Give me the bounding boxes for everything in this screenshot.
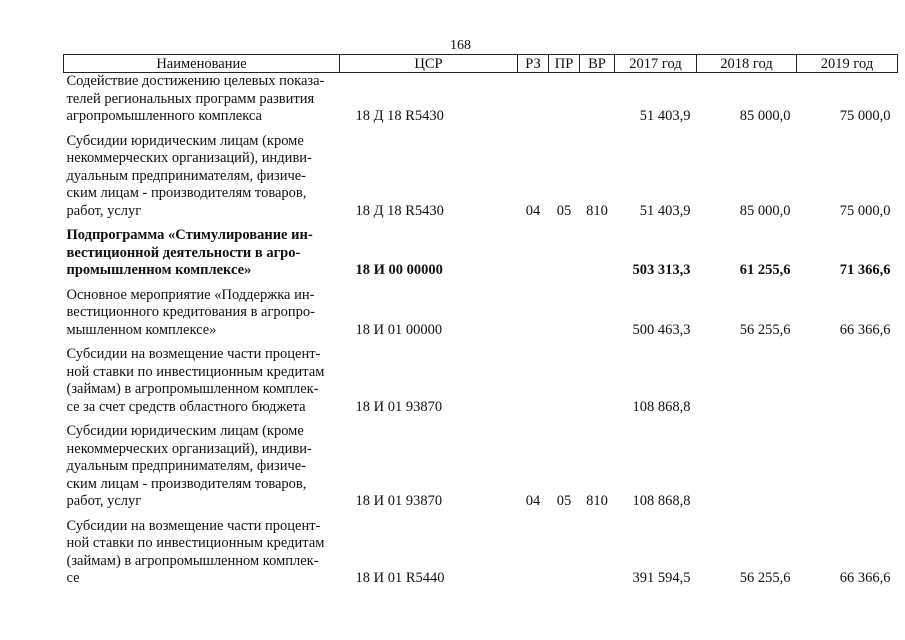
row-csr: 18 И 01 00000 [355,321,443,338]
row-rz: 04 [525,493,541,509]
row-name-line: Субсидии на возмещение части процент- [66,517,321,534]
row-rz: 04 [525,202,541,219]
row-name-line: (займам) в агропромышленном комплек- [66,381,319,397]
row-2017: 51 403,9 [639,108,691,124]
row-2019: 66 366,6 [839,570,891,586]
row-rz [518,346,549,423]
row-name [64,133,340,228]
row-name-line: агропромышленного комплекса [66,108,262,124]
row-2017: 51 403,9 [639,202,691,219]
table-row [64,133,898,228]
row-2018: 56 255,6 [739,321,791,338]
table-row [64,73,898,133]
row-pr [549,346,580,423]
row-2019: 75 000,0 [839,108,891,124]
row-name-line: работ, услуг [66,202,142,219]
row-name [64,346,340,423]
row-rz [518,227,549,287]
row-name-line: Подпрограмма «Стимулирование ин- [66,227,313,243]
row-name [64,227,340,287]
table-body [64,73,898,595]
budget-table [63,54,898,595]
row-pr [549,287,580,347]
row-pr [549,227,580,287]
row-2017: 391 594,5 [632,570,691,586]
row-name-line: дуальным предпринимателям, физиче- [66,167,307,184]
row-name [64,287,340,347]
row-2019 [797,423,898,518]
row-name-line: ной ставки по инвестиционным кредитам [66,535,325,551]
row-2018: 61 255,6 [739,262,791,278]
row-name-line: ским лицам - производителям товаров, [66,475,307,492]
row-vr [580,287,615,347]
header-2017: 2017 год [615,55,697,73]
row-2018: 56 255,6 [739,570,791,586]
row-2017: 108 868,8 [632,398,691,415]
row-2018 [697,423,797,518]
row-rz [518,287,549,347]
row-2019 [797,346,898,423]
row-2018: 85 000,0 [739,108,791,124]
row-2018 [697,346,797,423]
row-csr: 18 И 01 93870 [355,398,443,415]
row-2018: 85 000,0 [739,202,791,219]
header-2018: 2018 год [697,55,797,73]
row-name-line: се [66,570,80,586]
row-name-line: вестиционного кредитования в агропро- [66,304,316,320]
row-2017: 503 313,3 [632,262,691,278]
row-2017: 500 463,3 [632,321,691,338]
table-row [64,518,898,595]
header-vr: ВР [580,55,615,73]
row-2019: 71 366,6 [839,262,891,278]
table-row [64,423,898,518]
row-pr: 05 [556,202,572,219]
page-number: 168 [450,38,471,53]
row-name [64,518,340,595]
row-csr: 18 Д 18 R5430 [355,108,444,124]
row-name-line: ной ставки по инвестиционным кредитам [66,363,325,380]
table-row [64,227,898,287]
header-csr: ЦСР [340,55,518,73]
table-header [64,55,898,73]
row-name-line: дуальным предпринимателям, физиче- [66,458,307,474]
row-name-line: некоммерческих организаций), индиви- [66,150,312,166]
row-2019: 66 366,6 [839,321,891,338]
row-name [64,423,340,518]
row-name-line: работ, услуг [66,493,142,509]
row-csr: 18 И 01 R5440 [355,570,445,586]
row-2017: 108 868,8 [632,493,691,509]
row-name-line: телей региональных программ развития [66,90,315,107]
row-name-line: се за счет средств областного бюджета [66,398,306,415]
row-name-line: Субсидии на возмещение части процент- [66,346,321,362]
row-csr: 18 Д 18 R5430 [355,202,444,219]
row-name-line: (займам) в агропромышленном комплек- [66,552,319,569]
row-vr [580,73,615,133]
header-pr: ПР [549,55,580,73]
row-vr [580,518,615,595]
row-pr: 05 [556,493,572,509]
row-name-line: Субсидии юридическим лицам (кроме [66,132,304,149]
row-name-line: Субсидии юридическим лицам (кроме [66,423,304,439]
row-csr: 18 И 00 00000 [355,262,443,278]
row-rz [518,518,549,595]
header-name: Наименование [64,55,340,73]
row-rz [518,73,549,133]
row-2019: 75 000,0 [839,202,891,219]
row-vr [580,346,615,423]
row-name-line: мышленном комплексе» [66,321,217,338]
header-row [64,55,898,73]
row-csr: 18 И 01 93870 [355,493,443,509]
row-name-line: ским лицам - производителям товаров, [66,185,307,201]
row-vr: 810 [586,493,608,509]
row-name-line: вестиционной деятельности в агро- [66,244,301,261]
row-name-line: Основное мероприятие «Поддержка ин- [66,286,315,303]
row-vr: 810 [586,202,608,219]
row-pr [549,518,580,595]
row-name-line: Содействие достижению целевых показа- [66,73,325,89]
table-row [64,346,898,423]
row-vr [580,227,615,287]
header-2019: 2019 год [797,55,898,73]
row-pr [549,73,580,133]
row-name-line: промышленном комплексе» [66,262,252,278]
row-name [64,73,340,133]
row-name-line: некоммерческих организаций), индиви- [66,440,312,457]
table-row [64,287,898,347]
header-rz: РЗ [518,55,549,73]
